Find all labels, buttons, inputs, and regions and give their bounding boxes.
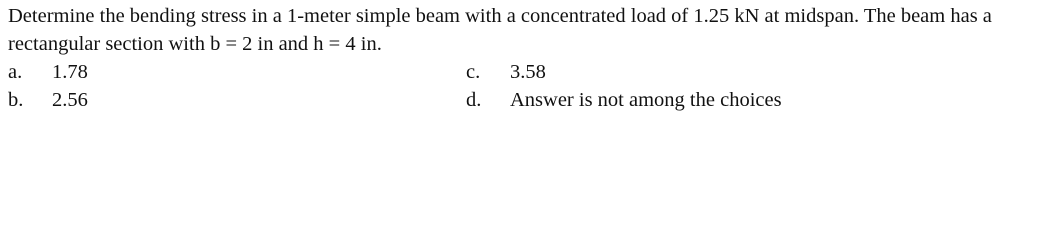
choice-letter: b.: [8, 89, 24, 111]
question-text: Determine the bending stress in a 1-meter simple beam with a concentrated load of 1.25 kN at midspan. The beam has a rectangular section with b = 2 in and h = 4 in.: [8, 5, 992, 55]
choice-b[interactable]: [8, 86, 88, 114]
choice-letter: a.: [8, 61, 23, 83]
choice-c[interactable]: [466, 58, 546, 86]
choice-d[interactable]: [466, 86, 782, 114]
choice-text: 2.56: [52, 89, 88, 111]
choice-letter: c.: [466, 61, 481, 83]
choice-text: 1.78: [52, 61, 88, 83]
choice-letter: d.: [466, 89, 482, 111]
choice-text: 3.58: [510, 61, 546, 83]
choice-text: Answer is not among the choices: [510, 89, 782, 111]
choice-a[interactable]: [8, 58, 88, 86]
